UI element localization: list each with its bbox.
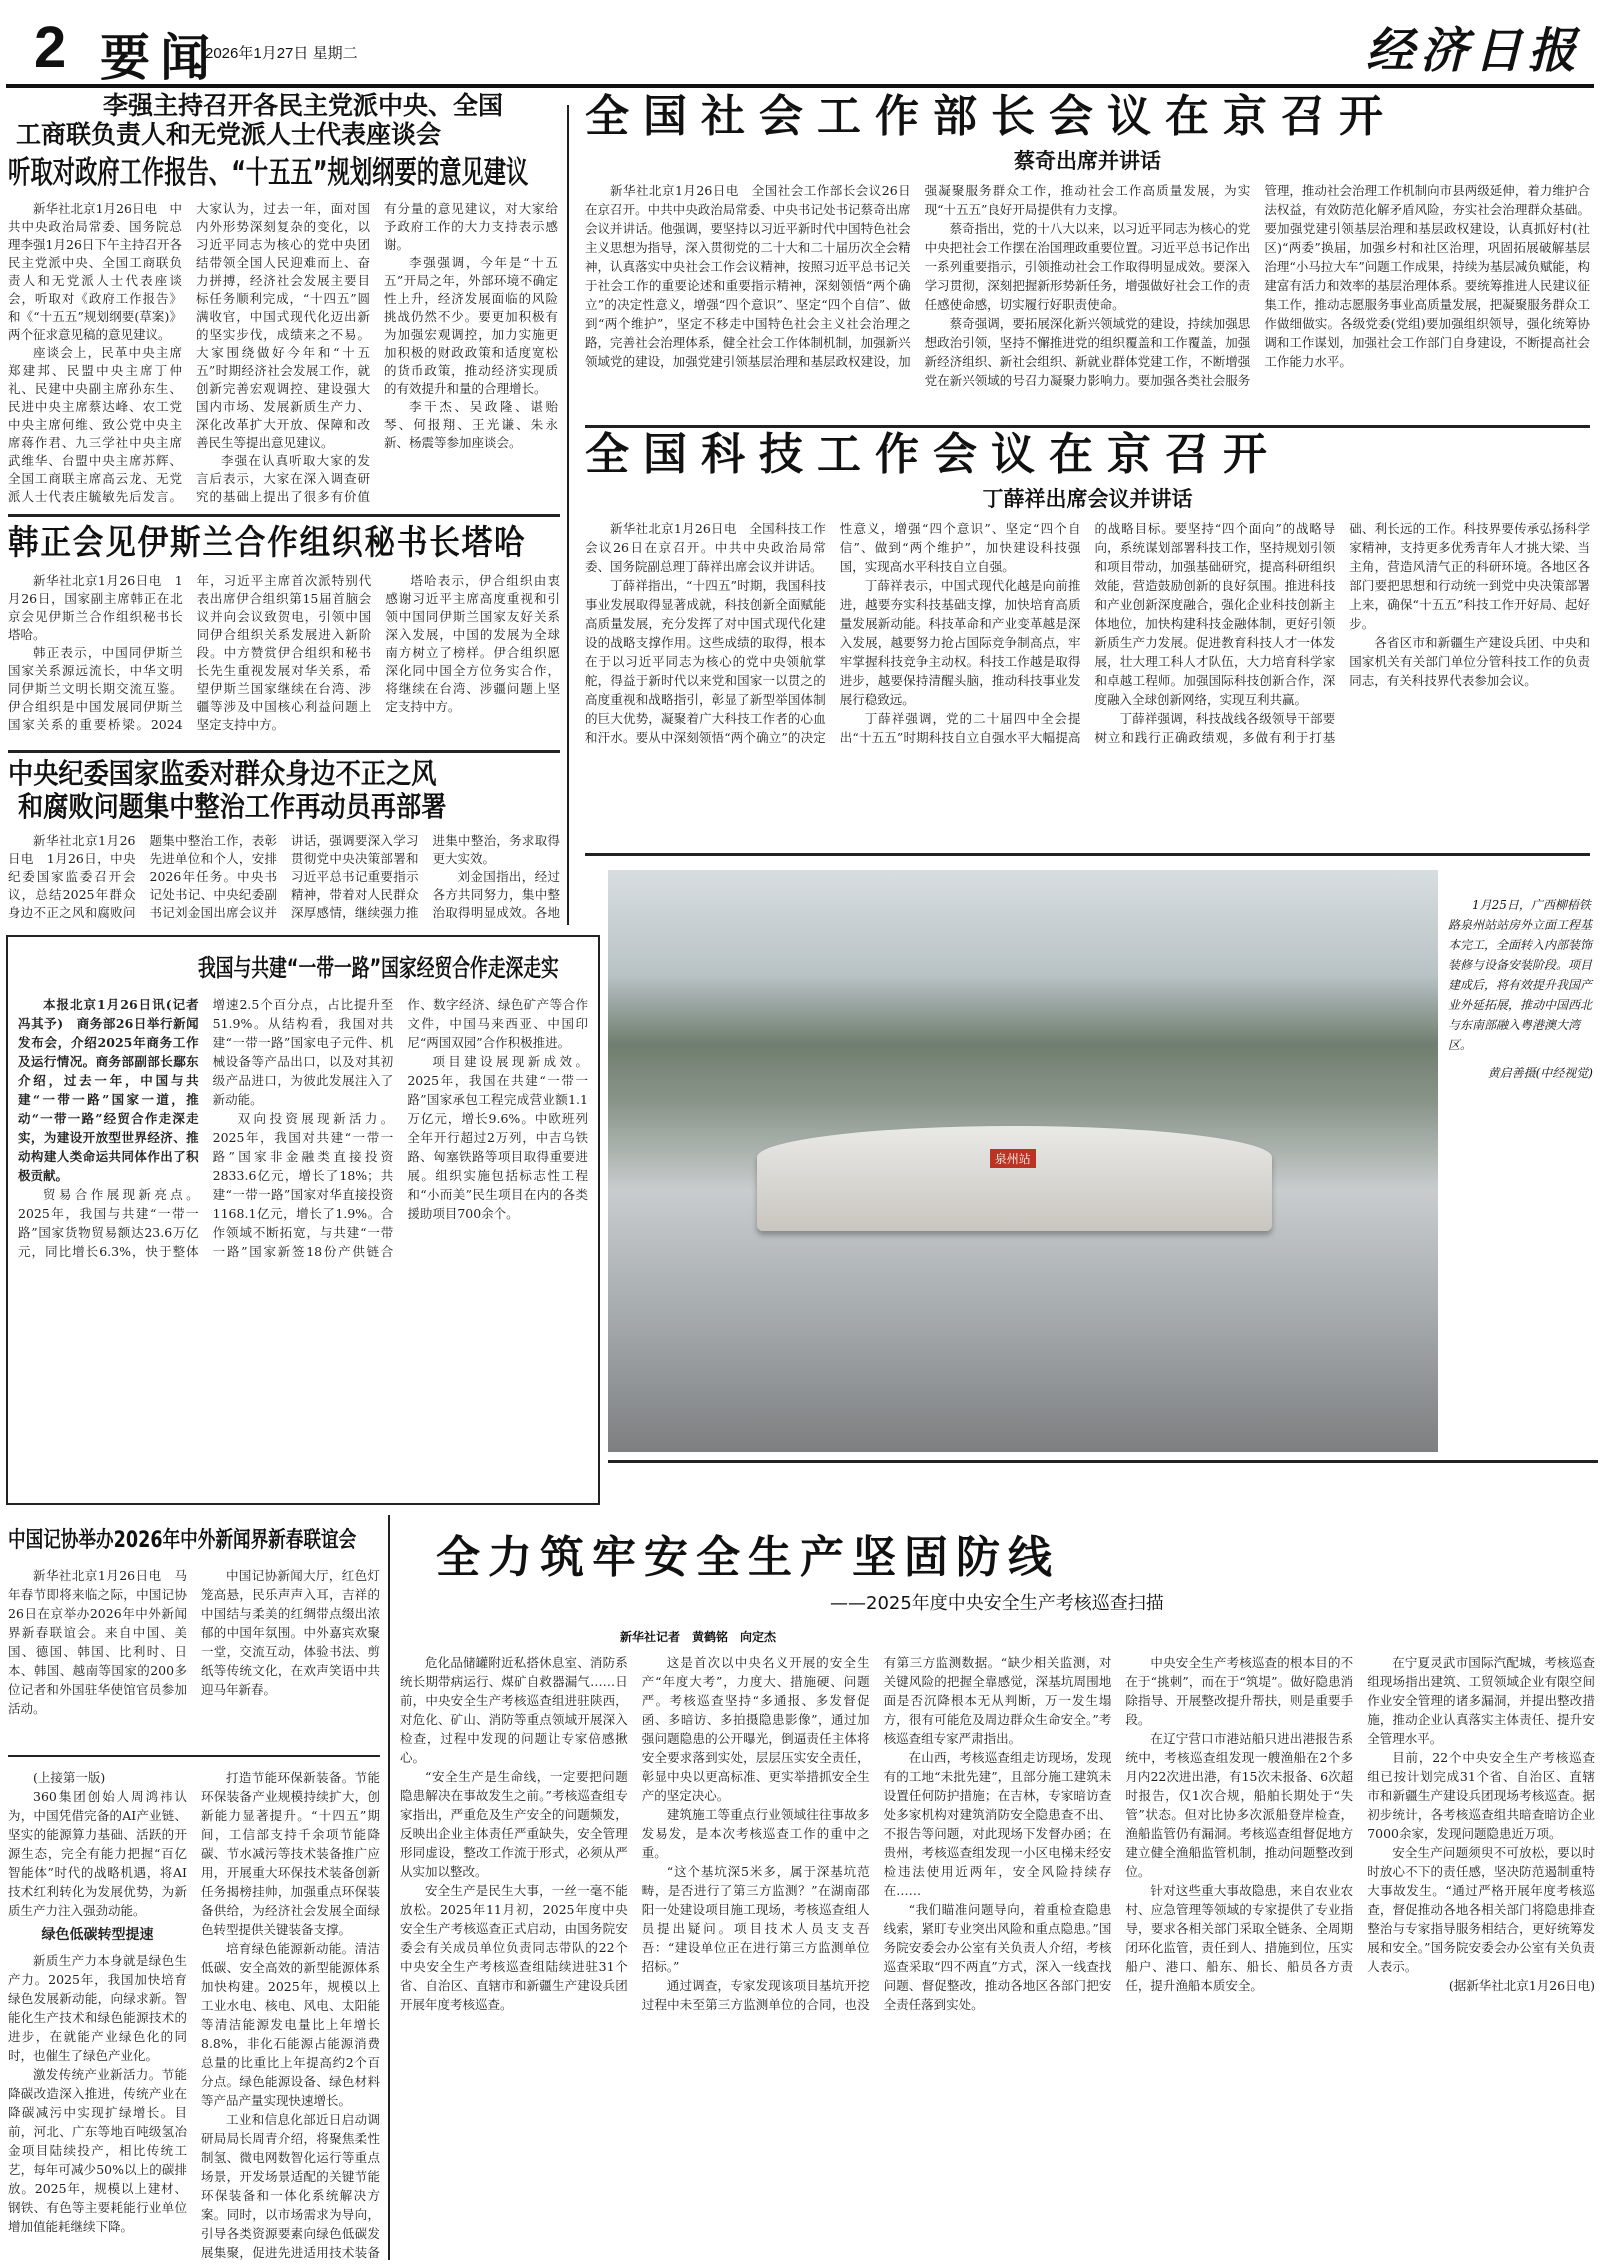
paragraph: 中国记协新闻大厅，红色灯笼高悬，民乐声声入耳，吉祥的中国结与柔美的红绸带点缀出浓郁的中国年氛围。中外嘉宾欢聚一堂，交流互动，体验书法、剪纸等传统文化，在欢声笑语中共迎马年新春。 (201, 1568, 380, 1697)
headline-line-1: 中央纪委国家监委对群众身边不正之风 (8, 757, 437, 790)
source-note: (据新华社北京1月26日电) (1448, 1978, 1595, 1994)
paragraph: “安全生产是生命线，一定要把问题隐患解决在事故发生之前。”考核巡查组专家指出，严重危及生产安全的问题频发，反映出企业主体责任严重缺失，安全管理形同虚设，整改工作流于形式，必须从严从实加以整改。 (400, 1769, 628, 1880)
page-number: 2 (34, 15, 67, 80)
paragraph: 李干杰、吴政隆、谌贻琴、何报翔、王光谦、朱永新、杨震等参加座谈会。 (384, 398, 558, 450)
paragraph: 通过调查，专家发现该项目基坑开挖过程中未至第三方监测单位的合同，也没有第三方监测数据。“缺少相关监测，对关键风险的把握全靠感觉，深基坑周围地面是否沉降根本无从判断，万一发生塌方，很有可能危及周边群众生命安全。”考核巡查组专家严肃指出。 (641, 1655, 1112, 2013)
column-divider (567, 105, 569, 925)
paragraph: 激发传统产业新活力。节能降碳改造深入推进，传统产业在降碳减污中实现扩绿增长。目前，河北、广东等地百吨级氢冶金项目陆续投产，相比传统工艺，每年可减少50%以上的碳排放。2025年，规模以上建材、钢铁、有色等主要耗能行业单位增加值能耗继续下降。 (8, 2067, 187, 2234)
paragraph: 新华社北京1月26日电 1月26日，中央纪委国家监委召开会议，总结2025年群众身边不正之风和腐败问题集中整治工作，表彰先进单位和个人，安排2026年任务。中央书记处书记、中央纪委副书记刘金国出席会议并讲话，强调要深入学习贯彻党中央决策部署和习近平总书记重要指示精神，带着对人民群众深厚感情，继续强力推进集中整治，务求取得更大实效。 (8, 833, 560, 920)
article-li-qiang (8, 92, 558, 510)
paragraph: 360集团创始人周鸿祎认为，中国凭借完备的AI产业链、坚实的能源算力基础、活跃的开源生态，完全有能力把握“百亿智能体”时代的战略机遇，将AI技术红利转化为发展优势，为新质生产力注入强劲动能。 (8, 1789, 187, 1918)
paragraph: 新华社北京1月26日电 全国社会工作部长会议26日在京召开。中共中央政治局常委、中央书记处书记蔡奇出席会议并讲话。他强调，要坚持以习近平新时代中国特色社会主义思想为指导，深入贯彻党的二十大和二十届历次全会精神，认真落实中央社会工作会议精神，按照习近平总书记关于社会工作的重要论述和重要指示精神，深刻领悟“两个确立”的决定性意义，增强“四个意识”、坚定“四个自信”、做到“两个维护”，坚定不移走中国特色社会主义社会治理之路，完善社会治理体系，健全社会工作体制机制，加强新兴领域党的建设，加强党建引领基层治理和基层政权建设，加强凝聚服务群众工作，推动社会工作高质量发展，为实现“十五五”良好开局提供有力支撑。 (585, 182, 1251, 369)
headline: 我国与共建“一带一路”国家经贸合作走深走实 (198, 954, 559, 982)
subheading: 绿色低碳转型提速 (41, 1927, 154, 1943)
paragraph: 打造节能环保新装备。节能环保装备产业规模持续扩大，创新能力显著提升。“十四五”期间，工信部支持千余项节能降碳、节水减污等技术装备推广应用，开展重大环保技术装备创新任务揭榜挂帅，加强重点环保装备供给，为经济社会发展全面绿色转型提供关键装备支撑。 (201, 1770, 380, 1937)
header-rule (6, 84, 1594, 88)
paragraph: 安全生产问题须臾不可放松，要以时时放心不下的责任感，坚决防范遏制重特大事故发生。“通过严格开展年度考核巡查，督促推动各地各相关部门将隐患排查整治与专家指导服务相结合，更好统筹发展和安全。”国务院安委会办公室有关负责人表示。 (1367, 1845, 1595, 1975)
article-sci-tech (585, 430, 1590, 819)
article-work-safety (400, 1505, 1595, 2198)
divider (585, 853, 1590, 856)
paragraph: 这是首次以中央名义开展的安全生产“年度大考”，力度大、措施硬、问题严。考核巡查坚持“多通报、多发督促函、多暗访、多拍摄隐患影像”，通过加强问题隐患的公开曝光，倒逼责任主体将安全要求落到实处，层层压实安全责任，彰显中央以更高标准、更实举措抓安全生产的坚定决心。 (641, 1655, 870, 1804)
headline-line-2: 和腐败问题集中整治工作再动员再部署 (18, 790, 447, 823)
paragraph: 新华社北京1月26日电 马年春节即将来临之际，中国记协26日在京举办2026年中外新闻界新春联谊会。来自中国、美国、德国、韩国、比利时、日本、韩国、越南等国家的200多位记者和外国驻华使馆官员参加活动。 (8, 1568, 187, 1716)
headline: 全国社会工作部长会议在京召开 (585, 91, 1397, 142)
kicker-line-1: 李强主持召开各民主党派中央、全国 (102, 91, 503, 120)
byline: 新华社记者 黄鹤铭 向定杰 (620, 1630, 777, 1645)
paragraph: 在辽宁营口市港站船只进出港报告系统中，考核巡查组发现一艘渔船在2个多月内22次进出港，有15次未报备、6次超时报告，仅1次合规，船舶长期处于“失管”状态。但对比协多次派船登岸检查，渔船监管仍有漏洞。考核巡查组督促地方建立健全渔船监管机制，推动问题整改到位。 (1125, 1731, 1354, 1880)
paragraph: 李强强调，今年是“十五五”开局之年，外部环境不确定性上升，经济发展面临的风险挑战仍然不少。要更加积极有为加强宏观调控，加力实施更加积极的财政政策和适度宽松的货币政策，推动经济实现质的有效提升和量的合理增长。 (384, 254, 558, 396)
divider (585, 425, 1590, 428)
paragraph: 新华社北京1月26日电 中共中央政治局常委、国务院总理李强1月26日下午主持召开各民主党派中央、全国工商联负责人和无党派人士代表座谈会，听取对《政府工作报告》和《“十五五”规划纲要(草案)》两个征求意见稿的意见建议。 (8, 200, 182, 342)
paragraph: 刘金国指出，经过各方共同努力，集中整治取得明显成效。各地 (432, 869, 560, 920)
article-han-zheng (8, 524, 560, 744)
news-photo-railway-station (608, 870, 1438, 1452)
article-discipline-commission (8, 758, 560, 922)
photo-credit: 黄启善摄(中经视觉) (1487, 1066, 1593, 1080)
paragraph: 贸易合作展现新亮点。2025年，我国与共建“一带一路”国家货物贸易额达23.6万亿元，同比增长6.3%，快于整体增速2.5个百分点，占比提升至51.9%。从结构看，我国对共建“一带一路”国家电子元件、机械设备等产品出口，以及对其初级产品进口，为彼此发展注入了新动能。 (18, 997, 394, 1259)
paragraph: 丁薛祥强调，党的二十届四中全会提出“十五五”时期科技自立自强水平大幅提高的战略目标。要坚持“四个面向”的战略导向，系统谋划部署科技工作，坚持规划引领和项目带动，加强基础研究，提高科研组织效能，营造鼓励创新的良好氛围。推进科技和产业创新深度融合，强化企业科技创新主体地位，加快构建科技金融体制，更好引领新质生产力发展。促进教育科技人才一体发展，壮大理工科人才队伍，大力培育科学家和卓越工程师。加强国际科技创新合作，深度融入全球创新网络，实现互利共赢。 (839, 520, 1336, 745)
paragraph: 韩正表示，中国同伊斯兰国家关系源远流长，中华文明同伊斯兰文明长期交流互鉴。伊合组织是中国发展同伊斯兰国家关系的重要桥梁。2024年，习近平主席首次派特别代表出席伊合组织第15届首脑会议并向会议致贺电，引领中国同伊合组织关系发展进入新阶段。中方赞赏伊合组织和秘书长先生重视发展对华关系，希望伊斯兰国家继续在台湾、涉疆等涉及中国核心利益问题上坚定支持中方。 (8, 573, 372, 732)
article-journalists-association (8, 1528, 380, 1746)
paragraph: 丁薛祥表示，中国式现代化越是向前推进，越要夯实科技基础支撑，加快培育高质量发展新动能。科技革命和产业变革越是深入发展，越要努力抢占国际竞争制高点，牢牢掌握科技竞争主动权。科技工作越是取得进步，越要保持清醒头脑，推动科技事业发展行稳致远。 (839, 577, 1081, 707)
paragraph: 建筑施工等重点行业领域往往事故多发易发，是本次考核巡查工作的重中之重。 (641, 1807, 870, 1861)
article-belt-and-road (6, 935, 600, 1505)
paragraph: 蔡奇强调，要拓展深化新兴领域党的建设，持续加强思想政治引领，坚持不懈推进党的组织覆盖和工作覆盖，加强新经济组织、新社会组织、新就业群体党建工作，不断增强党在新兴领域的号召力凝聚力影响力。要加强各类社会服务管理，推动社会治理工作机制向市县两级延伸，着力维护合法权益，有效防范化解矛盾风险，夯实社会治理群众基础。要加强党建引领基层治理和基层政权建设，认真抓好村(社区)“两委”换届，加强乡村和社区治理，巩固拓展破解基层治理“小马拉大车”问题工作成果，持续为基层减负赋能，构建富有活力和效率的基层治理体系。要统筹推进人民建议征集工作，推动志愿服务事业高质量发展，把凝聚服务群众工作做细做实。各级党委(党组)要加强组织领导，强化统筹协调和工作谋划，加强社会工作部门自身建设，不断提高社会工作能力水平。 (924, 182, 1590, 388)
paragraph: 在宁夏灵武市国际汽配城，考核巡查组现场指出建筑、工贸领域企业有限空间作业安全管理的诸多漏洞，并提出整改措施，推动企业认真落实主体责任、提升安全管理水平。 (1367, 1655, 1595, 1747)
article-social-work (585, 92, 1590, 443)
paragraph: 座谈会上，民革中央主席郑建邦、民盟中央主席丁仲礼、民建中央副主席孙东生、民进中央主席蔡达峰、农工党中央主席何维、致公党中央主席蒋作君、九三学社中央主席武维华、台盟中央主席苏辉、全国工商联主席高云龙、无党派人士代表庄毓敏先后发言。大家认为，过去一年，面对国内外形势深刻复杂的变化，以习近平同志为核心的党中央团结带领全国人民迎难而上、奋力拼搏，经济社会发展主要目标任务顺利完成，“十四五”圆满收官，中国式现代化迈出新的坚实步伐，成绩来之不易。大家围绕做好今年和“十五五”时期经济社会发展工作，就创新完善宏观调控、建设强大国内市场、发展新质生产力、深化改革扩大开放、保障和改善民生等提出意见建议。 (8, 200, 370, 504)
paragraph: 塔哈表示，伊合组织由衷感谢习近平主席高度重视和引领中国同伊斯兰国家友好关系深入发展，中国的发展为全球南方树立了榜样。伊合组织愿深化同中国全方位务实合作，将继续在台湾、涉疆问题上坚定支持中方。 (385, 573, 560, 714)
paragraph: 李强在认真听取大家的发言后表示，大家在深入调查研究的基础上提出了很多有价值有分量的意见建议，对大家给予政府工作的大力支持表示感谢。 (196, 200, 558, 504)
paragraph: 新华社北京1月26日电 全国科技工作会议26日在京召开。中共中央政治局常委、国务院副总理丁薛祥出席会议并讲话。 (585, 520, 826, 574)
paragraph: “这个基坑深5米多，属于深基坑范畴，是否进行了第三方监测？”在湖南邵阳一处建设项目施工现场，考核巡查组人员提出疑问。项目技术人员支支吾吾：“建设单位正在进行第三方监测单位招标。” (641, 1864, 870, 1975)
subheadline: 丁薛祥出席会议并讲话 (982, 485, 1193, 511)
paragraph: 针对这些重大事故隐患，来自农业农村、应急管理等领域的专家提供了专业指导，要求各相关部门采取全链条、全周期闭环化监管，责任到人、措施到位，压实船户、港口、船东、船长、船员各方责任，提升渔船本质安全。 (1125, 1883, 1354, 1994)
headline: 全国科技工作会议在京召开 (585, 429, 1281, 480)
divider (608, 1460, 1598, 1463)
caption-text: 1月25日，广西柳梧铁路泉州站站房外立面工程基本完工，全面转入内部装饰装修与设备安装阶段。项目建成后，将有效提升我国产业外延拓展，推动中国西北与东南部融入粤港澳大湾区。 (1448, 898, 1593, 1052)
headline: 韩正会见伊斯兰合作组织秘书长塔哈 (8, 523, 527, 563)
paragraph: 双向投资展现新活力。2025年，我国对共建“一带一路”国家非金融类直接投资2833.6亿元，增长了18%；共建“一带一路”国家对华直接投资1168.1亿元，增长了1.9%。合作领域不断拓宽，与共建“一带一路”国家新签18份产供链合作、数字经济、绿色矿产等合作文件，中国马来西亚、中国印尼“两国双园”合作积极推进。 (212, 997, 588, 1259)
paragraph: “我们瞄准问题导向，着重检查隐患线索，紧盯专业突出风险和重点隐患。”国务院安委会办公室有关负责人介绍，考核巡查采取“四不两直”方式，深入一线查找问题、督促整改，推动各地区各部门把安全责任落到实处。 (883, 1902, 1112, 2013)
paragraph: 危化品储罐附近私搭休息室、消防系统长期带病运行、煤矿自救器漏气……日前，中央安全生产考核巡查组进驻陕西，对危化、矿山、消防等重点领域开展深入检查，过程中发现的问题让专家倍感揪心。 (400, 1655, 628, 1766)
station-sign: 泉州站 (990, 1149, 1036, 1168)
paragraph: 安全生产是民生大事，一丝一毫不能放松。2025年11月初，2025年度中央安全生产考核巡查正式启动，由国务院安委会有关成员单位负责同志带队的22个中央安全生产考核巡查组陆续进驻31个省、自治区、直辖市和新疆生产建设兵团开展年度考核巡查。 (400, 1883, 628, 2013)
paragraph: 在山西，考核巡查组走访现场，发现有的工地“未批先建”，且部分施工建筑未设置任何防护措施；在吉林，专家暗访查处多家机构对建筑消防安全隐患查不出、不报告等问题，对此现场下发督办函；在贵州，考核巡查组发现一小区电梯未经安检违法使用近两年，安全风险持续存在…… (883, 1750, 1112, 1899)
continued-note: (上接第一版) (33, 1770, 106, 1785)
paragraph: 中央安全生产考核巡查的根本目的不在于“挑刺”，而在于“筑堤”。做好隐患消除指导、开展整改提升帮扶，则是重要手段。 (1125, 1655, 1354, 1728)
paragraph: 蔡奇指出，党的十八大以来，以习近平同志为核心的党中央把社会工作摆在治国理政重要位置。习近平总书记作出一系列重要指示，引领推动社会工作取得明显成效。要深入学习贯彻，深刻把握新形势新任务，增强做好社会工作的责任感使命感，切实履行好职责使命。 (924, 220, 1251, 312)
paragraph: 培育绿色能源新动能。清洁低碳、安全高效的新型能源体系加快构建。2025年，规模以上工业水电、核电、风电、太阳能等清洁能源发电量比上年增长8.8%，非化石能源占能源消费总量的比重比上年提高约2个百分点。绿色能源设备、绿色材料等产品产量实现快速增长。 (201, 1941, 380, 2108)
headline: 中国记协举办2026年中外新闻界新春联谊会 (8, 1528, 357, 1553)
masthead-logo: 经济日报 (1365, 23, 1582, 79)
intro-paragraph: 本报北京1月26日讯(记者冯其予) 商务部26日举行新闻发布会，介绍2025年商务工作及运行情况。商务部副部长鄢东介绍，过去一年，中国与共建“一带一路”国家一道，推动“一带一路”经贸合作走深走实，为建设开放型世界经济、推动构建人类命运共同体作出了积极贡献。 (18, 997, 199, 1183)
divider (8, 1755, 380, 1757)
paragraph: 新华社北京1月26日电 1月26日，国家副主席韩正在北京会见伊斯兰合作组织秘书长塔哈。 (8, 573, 183, 642)
section-title: 要闻 (100, 28, 220, 87)
photo-caption (1448, 895, 1593, 1083)
headline: 听取对政府工作报告、“十五五”规划纲要的意见建议 (8, 154, 529, 191)
paragraph: 工业和信息化部近日启动调研局局长周青介绍，将聚焦柔性制氢、微电网数智化运行等重点场景，开发场景适配的关键节能环保装备和一体化系统解决方案。同时，以市场需求为导向，引导各类资源要素向绿色低碳发展集聚，促进先进适用技术装备 (201, 2112, 380, 2260)
paragraph: 丁薛祥指出，“十四五”时期，我国科技事业发展取得显著成就，科技创新全面赋能高质量发展，充分发挥了对中国式现代化建设的战略支撑作用。这些成绩的取得，根本在于以习近平同志为核心的党中央领航掌舵，得益于新时代以来党和国家一以贯之的高度重视和战略指引，彰显了新型举国体制的巨大优势，凝聚着广大科技工作者的心血和汗水。要从中深刻领悟“两个确立”的决定性意义，增强“四个意识”、坚定“四个自信”、做到“两个维护”，加快建设科技强国，实现高水平科技自立自强。 (585, 520, 1081, 745)
station-building (757, 1126, 1272, 1231)
subheadline: 蔡奇出席并讲话 (1014, 147, 1161, 173)
issue-date: 2026年1月27日 星期二 (205, 45, 358, 62)
article-continued-new-productivity (8, 1768, 380, 2263)
kicker-line-2: 工商联负责人和无党派人士代表座谈会 (16, 119, 442, 149)
divider (8, 514, 560, 517)
paragraph: 目前，22个中央安全生产考核巡查组已按计划完成31个省、自治区、直辖市和新疆生产建设兵团现场考核巡查。据初步统计，各考核巡查组共暗查暗访企业7000余家，发现问题隐患近万项。 (1367, 1750, 1595, 1842)
column-divider (388, 1515, 390, 2260)
subheadline: ——2025年度中央安全生产考核巡查扫描 (830, 1592, 1164, 1614)
paragraph: 新质生产力本身就是绿色生产力。2025年，我国加快培育绿色发展新动能，向绿求新。智能化生产技术和绿色能源技术的进步，在就能产业绿色化的同时，也催生了绿色产业化。 (8, 1953, 187, 2063)
headline: 全力筑牢安全生产坚固防线 (436, 1532, 1060, 1583)
paragraph: 各省区市和新疆生产建设兵团、中央和国家机关有关部门单位分管科技工作的负责同志，有关科技界代表参加会议。 (1349, 634, 1590, 688)
paragraph: 项目建设展现新成效。2025年，我国在共建“一带一路”国家承包工程完成营业额1.1万亿元，增长9.6%。中欧班列全年开行超过2万列，中吉乌铁路、匈塞铁路等项目取得重要进展。组织实施包括标志性工程和“小而美”民生项目在内的各类援助项目700余个。 (407, 1054, 588, 1221)
divider (8, 750, 560, 753)
paragraph: 丁薛祥强调，科技战线各级领导干部要树立和践行正确政绩观，多做有利于打基础、利长远的工作。科技界要传承弘扬科学家精神，支持更多优秀青年人才挑大梁、当主角，营造风清气正的科研环境。各地区各部门要把思想和行动统一到党中央决策部署上来，确保“十五五”科技工作开好局、起好步。 (1094, 520, 1590, 745)
